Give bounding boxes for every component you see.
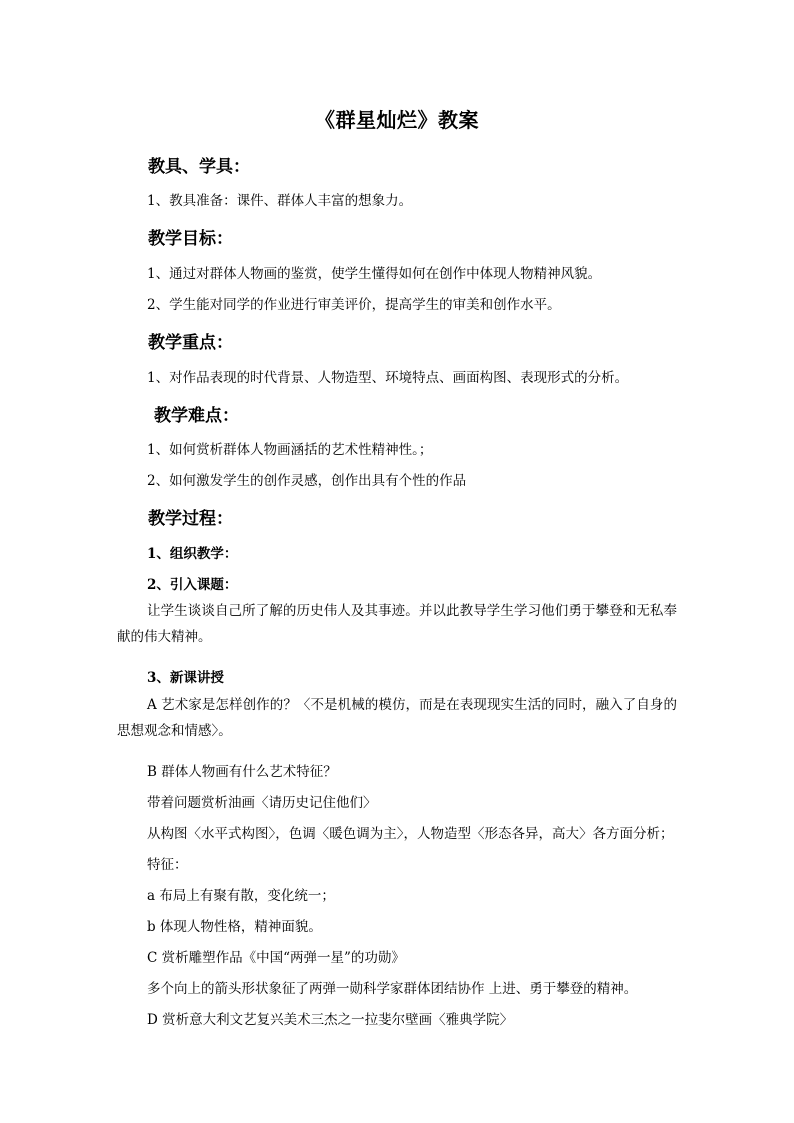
process-c-text: C 赏析雕塑作品《中国“两弹一星”的功勋》	[147, 950, 405, 966]
heading-difficult: 教学难点：	[154, 406, 239, 426]
process-d-text: D 赏析意大利文艺复兴美术三杰之一拉斐尔壁画〈雅典学院〉	[147, 1012, 514, 1028]
process-b-text: B 群体人物画有什么艺术特征？	[147, 764, 337, 780]
heading-process: 教学过程：	[148, 509, 233, 529]
difficult-item-2: 2、如何激发学生的创作灵感，创作出具有个性的作品	[147, 473, 467, 489]
process-c-desc: 多个向上的箭头形状象征了两弹一勋科学家群体团结协作 上进、勇于攀登的精神。	[147, 981, 638, 997]
process-step-1: 1、组织教学：	[147, 546, 238, 562]
process-step-3: 3、新课讲授	[147, 670, 224, 686]
process-feature-a: a 布局上有聚有散，变化统一；	[147, 888, 335, 904]
process-feature-b: b 体现人物性格，精神面貌。	[147, 919, 322, 935]
process-step-2-text: 让学生谈谈自己所了解的历史伟人及其事迹。并以此教导学生学习他们勇于攀登和无私奉献的伟大精神。	[117, 603, 677, 645]
process-step-2: 2、引入课题：	[147, 577, 238, 593]
heading-goals: 教学目标：	[148, 229, 233, 249]
difficult-item-1: 1、如何赏析群体人物画涵括的艺术性精神性。；	[147, 442, 433, 458]
tools-item-1: 1、教具准备：课件、群体人丰富的想象力。	[147, 193, 413, 209]
goals-item-2: 2、学生能对同学的作业进行审美评价，提高学生的审美和创作水平。	[147, 297, 561, 313]
key-item-1: 1、对作品表现的时代背景、人物造型、环境特点、画面构图、表现形式的分析。	[147, 370, 629, 386]
process-oil-line: 带着问题赏析油画〈请历史记住他们〉	[147, 795, 377, 811]
document-title: 《群星灿烂》教案	[315, 108, 479, 132]
goals-item-1: 1、通过对群体人物画的鉴赏，使学生懂得如何在创作中体现人物精神风貌。	[147, 266, 602, 282]
heading-tools: 教具、学具：	[148, 157, 250, 177]
process-a-text: A 艺术家是怎样创作的？〈不是机械的模仿，而是在表现现实生活的同时，融入了自身的思想观念和情感〉。	[117, 697, 677, 739]
process-analysis-line: 从构图〈水平式构图〉，色调〈暖色调为主〉，人物造型〈形态各异，高大〉各方面分析；	[147, 826, 674, 842]
process-features-label: 特征：	[147, 857, 188, 873]
heading-key: 教学重点：	[148, 333, 233, 353]
